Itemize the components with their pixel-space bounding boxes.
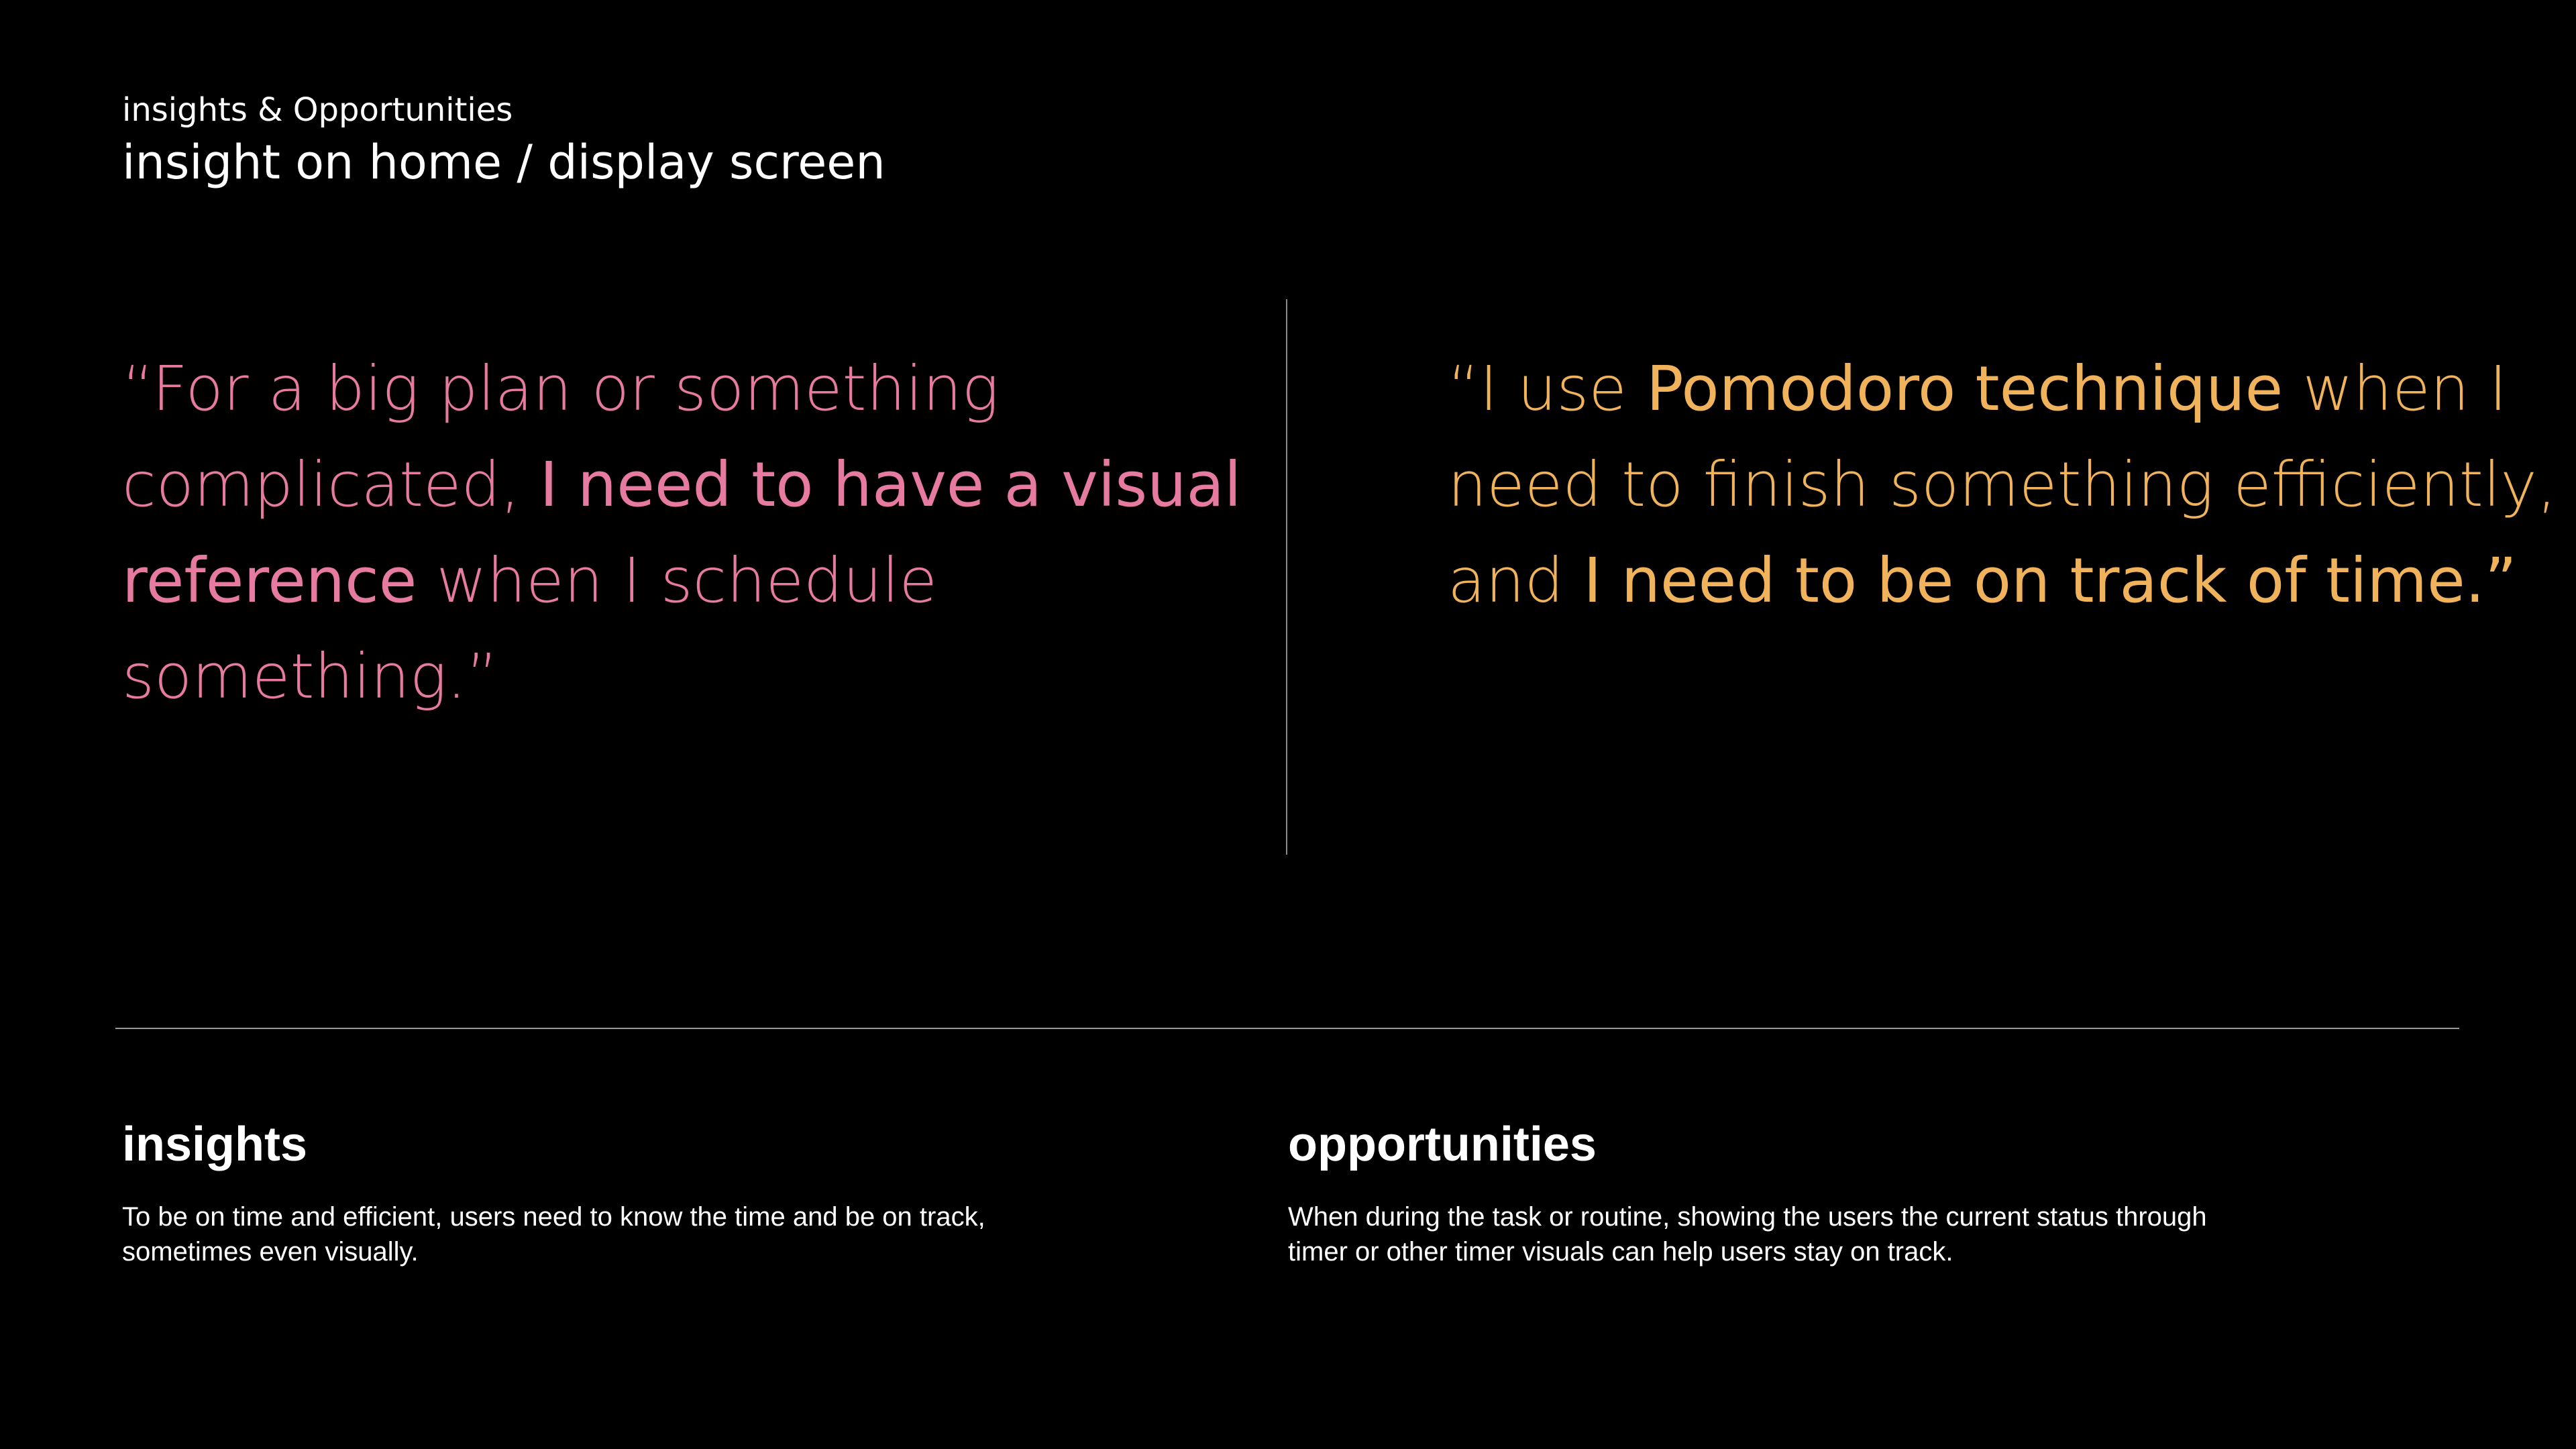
quote-text: and — [1448, 545, 1584, 616]
opportunities-body — [1288, 1199, 2227, 1269]
insights-section — [122, 1114, 1061, 1269]
vertical-divider — [1286, 299, 1287, 855]
quote-emphasis: Pomodoro technique — [1646, 353, 2284, 425]
quote-text: something.” — [122, 641, 498, 712]
quote-text: “I use — [1448, 353, 1647, 425]
quote-text: when I schedule — [417, 545, 937, 616]
insights-line: To be on time and efficient, users need to know the time and be on track, — [122, 1202, 985, 1232]
quote-line — [1448, 437, 2557, 533]
insights-line: sometimes even visually. — [122, 1237, 419, 1267]
quote-text: need to finish something efficiently, — [1448, 449, 2557, 521]
quote-text: complicated, — [122, 449, 540, 521]
quote-right — [1448, 341, 2557, 629]
insights-heading: insights — [122, 1118, 308, 1171]
quote-line — [122, 629, 1241, 724]
quote-left — [122, 341, 1241, 724]
quote-text: “For a big plan or something — [122, 353, 1000, 425]
quote-line — [1448, 341, 2557, 437]
quote-line — [122, 533, 1241, 629]
opportunities-line: timer or other timer visuals can help users stay on track. — [1288, 1237, 1953, 1267]
opportunities-line: When during the task or routine, showing the users the current status through — [1288, 1202, 2207, 1232]
header — [122, 89, 885, 193]
horizontal-divider — [115, 1028, 2459, 1029]
quote-line — [1448, 533, 2557, 629]
insights-body — [122, 1199, 1061, 1269]
opportunities-heading: opportunities — [1288, 1118, 1597, 1171]
quote-emphasis: I need to be on track of time.” — [1583, 545, 2517, 616]
page-title: insight on home / display screen — [122, 135, 885, 190]
opportunities-section — [1288, 1114, 2227, 1269]
section-eyebrow: insights & Opportunities — [122, 91, 513, 129]
quote-emphasis: I need to have a visual — [539, 449, 1242, 521]
quote-line — [122, 341, 1241, 437]
quote-line — [122, 437, 1241, 533]
quote-emphasis: reference — [122, 545, 417, 616]
quote-text: when I — [2283, 353, 2508, 425]
